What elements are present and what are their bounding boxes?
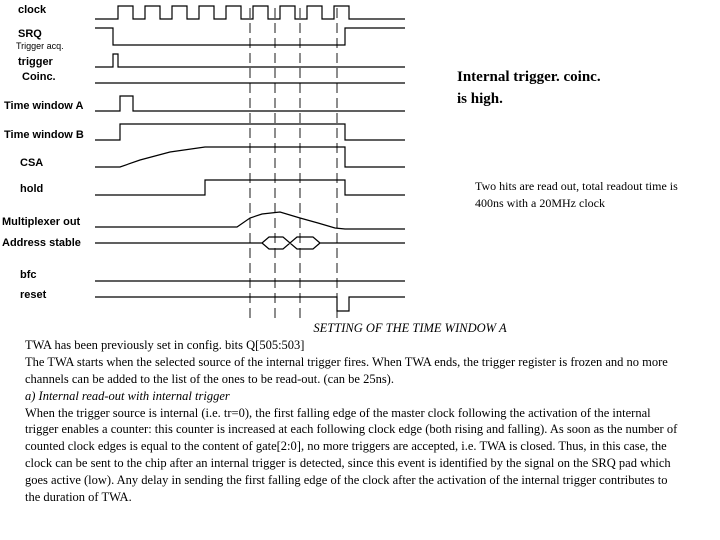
label-trigger-acq: Trigger acq. — [16, 41, 64, 51]
label-clock: clock — [18, 4, 47, 16]
label-csa: CSA — [20, 157, 44, 169]
paragraph-internal-trigger: When the trigger source is internal (i.e. tr=0), the first falling edge of the master clock following the activation of the internal trigger enables a counter: this counter is increased at each following clock edge (both rising and falling). As soon as the number of counted clock edges is equal to the content of gate[2:0], no more triggers are accepted, i.e. TWA is closed. Thus, in this case, the clock can be sent to the chip after an internal trigger is detected, since this event is identified by the signal on the SRQ pad which goes active (low). Any delay in sending the first falling edge of the clock after the activation of the internal trigger contributes to the duration of TWA. — [25, 405, 678, 505]
label-time-window-a: Time window A — [4, 100, 84, 112]
note-main-line1: Internal trigger. coinc. — [457, 69, 601, 85]
label-time-window-b: Time window B — [4, 129, 84, 141]
label-srq: SRQ — [18, 28, 42, 40]
note-internal-trigger — [457, 66, 697, 110]
note-main-line2: is high. — [457, 91, 503, 107]
description-text — [25, 320, 685, 506]
label-trigger: trigger — [18, 56, 53, 68]
label-bfc: bfc — [20, 269, 37, 281]
paragraph-twa-start: The TWA starts when the selected source of the internal trigger fires. When TWA ends, the trigger register is frozen and no more channels can be added to the list of the ones to be read-out. (can be 25ns). — [25, 354, 668, 386]
note-readout-hits: Two hits are read out, total readout time is 400ns with a 20MHz clock — [475, 179, 678, 210]
label-address-stable: Address stable — [2, 237, 81, 249]
paragraph-twa-config: TWA has been previously set in config. bits Q[505:503] — [25, 337, 305, 352]
label-coinc: Coinc. — [22, 71, 56, 83]
label-multiplexer-out: Multiplexer out — [2, 216, 81, 228]
subheading-internal-readout: a) Internal read-out with internal trigger — [25, 388, 230, 403]
label-hold: hold — [20, 183, 44, 195]
label-reset: reset — [20, 289, 47, 301]
section-title: SETTING OF THE TIME WINDOW A — [313, 321, 507, 335]
